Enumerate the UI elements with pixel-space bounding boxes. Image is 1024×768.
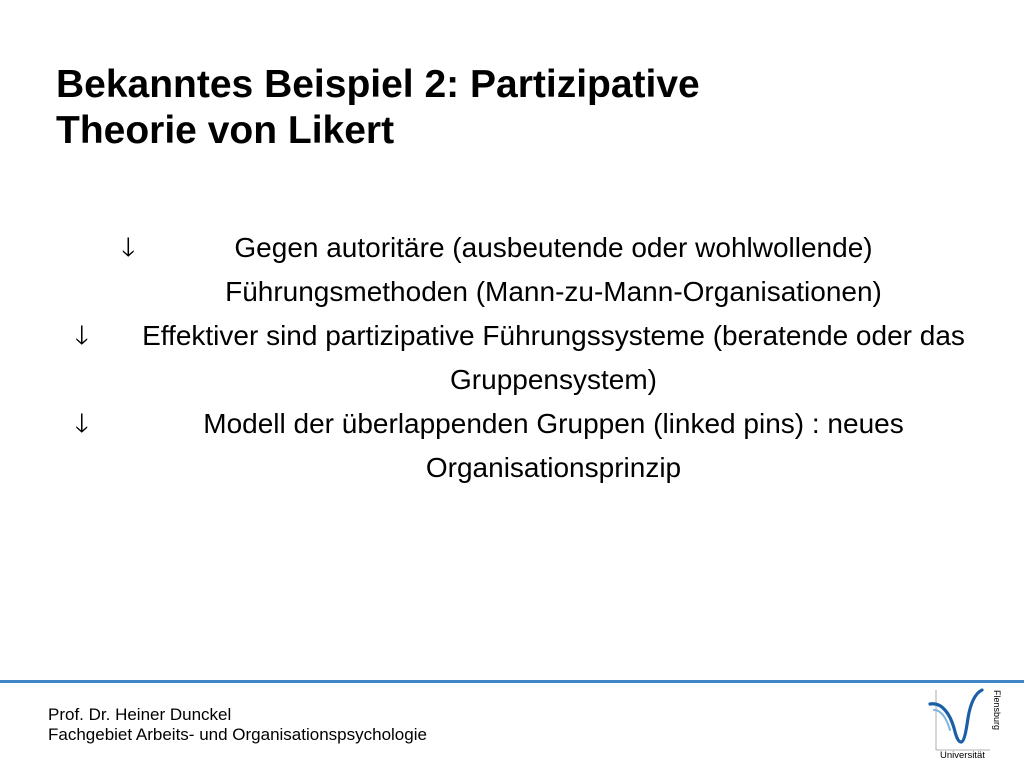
arrow-down-icon: 🡓 (75, 409, 89, 439)
bullet-text: Modell der überlappenden Gruppen (linked pins) : neues Organisationsprinzip (203, 408, 904, 483)
title-line-2: Theorie von Likert (56, 109, 395, 152)
footer-divider (0, 680, 1024, 683)
logo-word-vertical: Flensburg (992, 690, 1002, 731)
slide-title (56, 62, 956, 154)
bullet-item (75, 226, 1000, 314)
bullet-item (75, 314, 1000, 402)
footer-department: Fachgebiet Arbeits- und Organisationspsychologie (48, 725, 427, 744)
logo-curve (930, 690, 982, 742)
bullet-text: Gegen autoritäre (ausbeutende oder wohlwollende) Führungsmethoden (Mann-zu-Mann-Organisationen) (225, 232, 882, 307)
bullet-item (75, 402, 1000, 490)
arrow-down-icon: 🡓 (75, 321, 89, 351)
bullet-list (75, 226, 1000, 490)
footer (48, 705, 427, 745)
logo-word-bottom: Universität (940, 750, 985, 761)
arrow-down-icon: 🡓 (121, 233, 136, 263)
title-line-1: Bekanntes Beispiel 2: Partizipative (56, 63, 700, 106)
bullet-text: Effektiver sind partizipative Führungssysteme (beratende oder das Gruppensystem) (142, 320, 965, 395)
footer-author: Prof. Dr. Heiner Dunckel (48, 705, 232, 724)
